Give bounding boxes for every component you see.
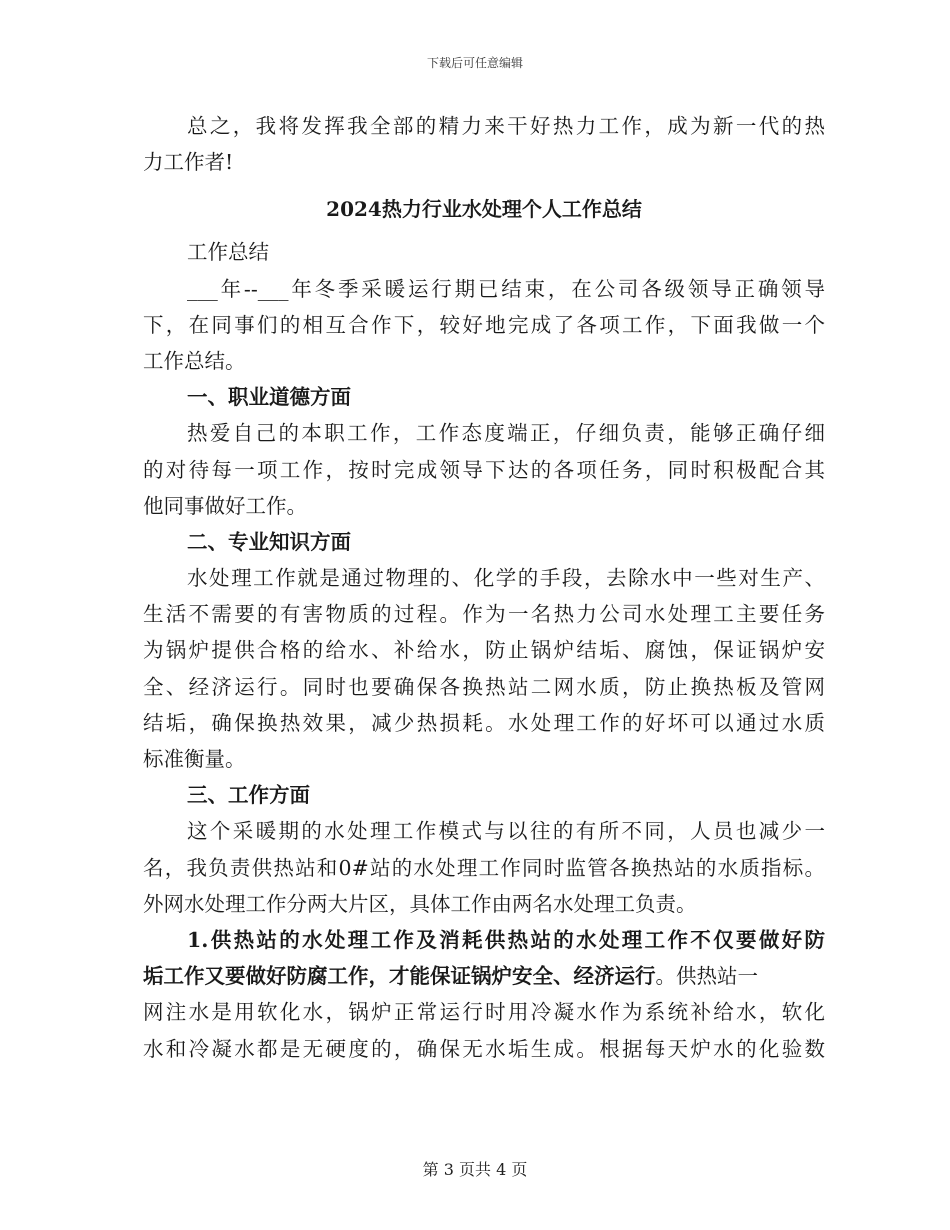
paragraph-line: 水和冷凝水都是无硬度的，确保无水垢生成。根据每天炉水的化验数	[143, 1036, 825, 1061]
document-body	[143, 108, 825, 1067]
paragraph-line: 工作总结。	[143, 348, 246, 373]
paragraph-line: 为锅炉提供合格的给水、补给水，防止锅炉结垢、腐蚀，保证锅炉安	[143, 638, 825, 663]
paragraph-line: 水处理工作就是通过物理的、化学的手段，去除水中一些对生产、	[187, 566, 825, 591]
section-heading: 一、职业道德方面	[187, 385, 351, 410]
paragraph-line: 结垢，确保换热效果，减少热损耗。水处理工作的好坏可以通过水质	[143, 710, 825, 735]
paragraph-line: 名，我负责供热站和0#站的水处理工作同时监管各换热站的水质指标。	[143, 855, 825, 880]
subtitle: 工作总结	[187, 240, 269, 265]
paragraph-line: 的对待每一项工作，按时完成领导下达的各项任务，同时积极配合其	[143, 457, 825, 482]
paragraph-line: 标准衡量。	[143, 747, 246, 771]
paragraph-line: ___年--___年冬季采暖运行期已结束，在公司各级领导正确领导	[187, 276, 825, 301]
paragraph-line-mixed	[143, 958, 825, 994]
section-heading: 二、专业知识方面	[187, 529, 351, 554]
paragraph-line: 热爱自己的本职工作，工作态度端正，仔细负责，能够正确仔细	[187, 421, 825, 446]
paragraph-line-bold: 1.供热站的水处理工作及消耗供热站的水处理工作不仅要做好防	[187, 927, 825, 952]
paragraph-line: 外网水处理工作分两大片区，具体工作由两名水处理工负责。	[143, 891, 697, 916]
paragraph-line: 这个采暖期的水处理工作模式与以往的有所不同，人员也减少一	[187, 819, 825, 844]
paragraph-line: 生活不需要的有害物质的过程。作为一名热力公司水处理工主要任务	[143, 602, 825, 627]
section-heading: 三、工作方面	[187, 783, 310, 808]
page-header: 下载后可任意编辑	[426, 56, 523, 70]
paragraph-line: 全、经济运行。同时也要确保各换热站二网水质，防止换热板及管网	[143, 674, 825, 699]
intro-line: 总之，我将发挥我全部的精力来干好热力工作，成为新一代的热	[187, 114, 825, 138]
paragraph-line: 他同事做好工作。	[143, 493, 307, 518]
bold-run: 垢工作又要做好防腐工作，才能保证锅炉安全、经济运行	[143, 964, 656, 989]
normal-run: 。供热站一	[655, 964, 758, 989]
paragraph-line: 网注水是用软化水，锅炉正常运行时用冷凝水作为系统补给水，软化	[143, 1000, 825, 1025]
page-footer: 第 3 页共 4 页	[422, 1160, 528, 1179]
document-title: 2024热力行业水处理个人工作总结	[326, 197, 642, 222]
intro-line: 力工作者!	[143, 150, 234, 175]
paragraph-line: 下，在同事们的相互合作下，较好地完成了各项工作，下面我做一个	[143, 312, 825, 337]
